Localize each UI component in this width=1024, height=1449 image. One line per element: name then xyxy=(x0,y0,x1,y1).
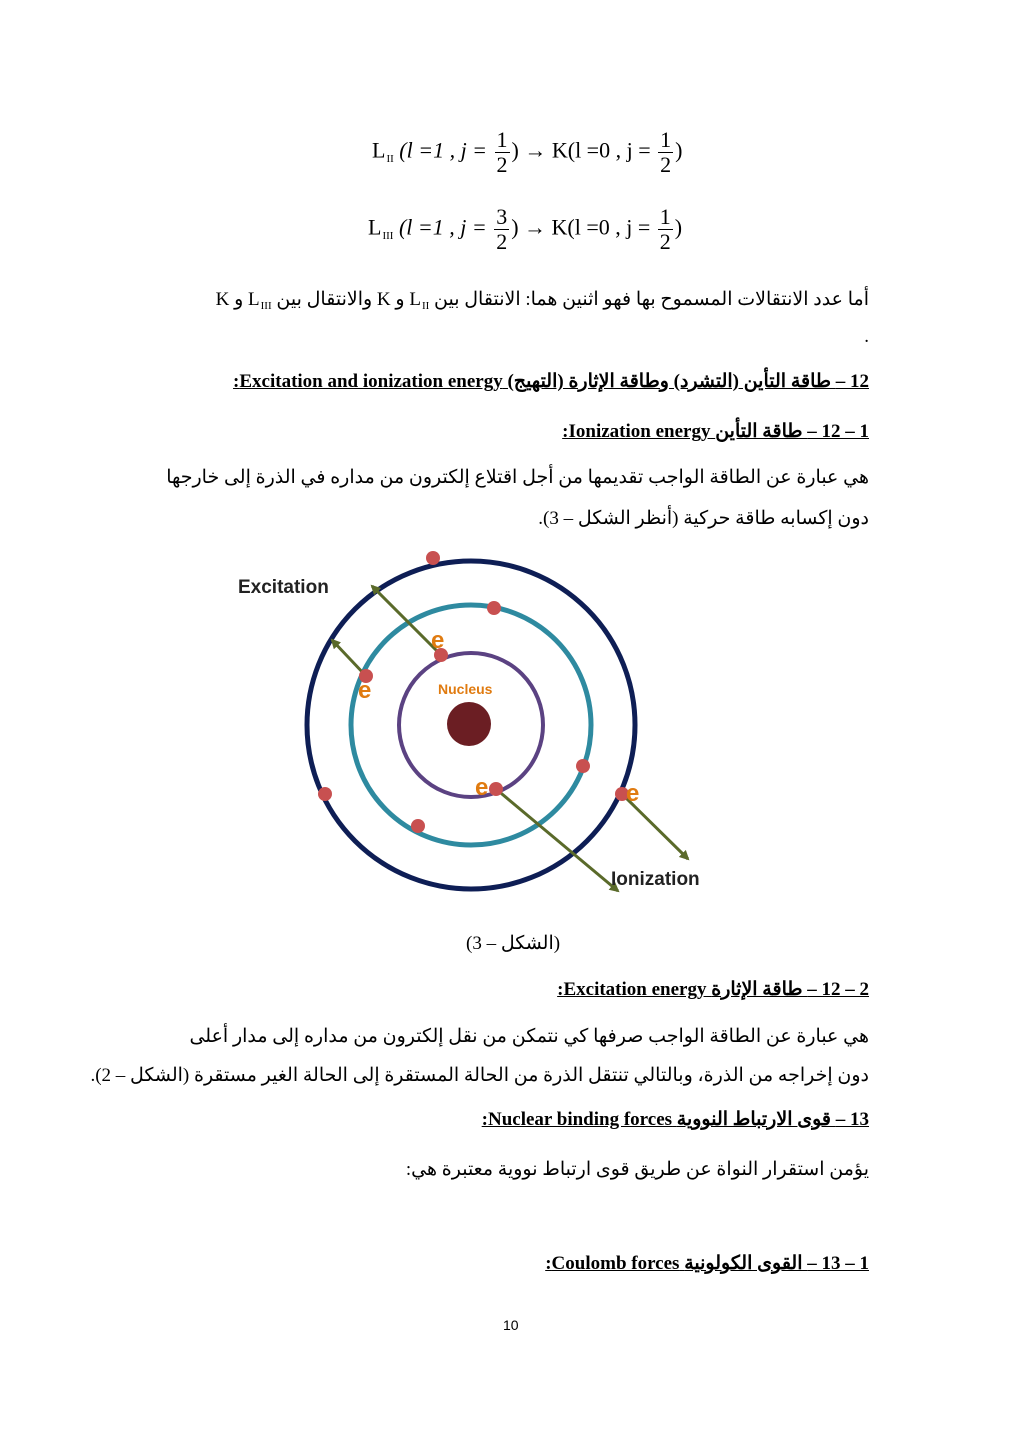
eq1-rhs-fraction: $\frac{1}{2}$ xyxy=(660,127,672,177)
allowed-transitions-end: . xyxy=(864,326,869,347)
figure-caption: (الشكل – 3) xyxy=(466,933,561,954)
section-12-1-heading: 1 – 12 – طاقة التأين Ionization energy: xyxy=(562,421,869,442)
electron xyxy=(426,551,440,565)
excitation-paragraph-line2: دون إخراجه من الذرة، وبالتالي تنتقل الذرة من الحالة المستقرة إلى الحالة الغير مستقرة (الشكل – 2). xyxy=(90,1065,869,1086)
electron-label: e xyxy=(431,627,445,654)
eq1-lhs-symbol: L xyxy=(372,137,386,163)
electron-label: e xyxy=(358,677,372,704)
excitation-label: Excitation xyxy=(238,577,329,598)
eq1-lhs-fraction: $\frac{1}{2}$ xyxy=(496,127,508,177)
section-12-2-heading: 2 – 12 – طاقة الإثارة Excitation energy: xyxy=(557,979,869,1000)
section-13-heading: 13 – قوى الارتباط النووية Nuclear binding forces: xyxy=(481,1109,869,1130)
eq2-arrow-part: → K(l =0 , j = xyxy=(524,214,651,240)
eq2-lhs-args: (l =1 , j = xyxy=(398,214,487,240)
electron xyxy=(318,787,332,801)
electron xyxy=(487,601,501,615)
excitation-paragraph-line1: هي عبارة عن الطاقة الواجب صرفها كي نتمكن من نقل إلكترون من مداره إلى مدار أعلى xyxy=(189,1026,869,1047)
allowed-transitions-line: أما عدد الانتقالات المسموح بها فهو اثنين هما: الانتقال بين $L_{II}$ و K والانتقال بين $L_{III}$ و K xyxy=(215,289,869,312)
ionization-label: Ionization xyxy=(611,869,700,890)
ionization-arrow-1 xyxy=(496,789,618,891)
electron-label: e xyxy=(475,774,489,801)
atom-diagram xyxy=(230,548,730,898)
ionization-paragraph-line1: هي عبارة عن الطاقة الواجب تقديمها من أجل اقتلاع إلكترون من مداره في الذرة إلى خارجها xyxy=(166,467,869,488)
electron xyxy=(411,819,425,833)
eq2-rhs-fraction: $\frac{1}{2}$ xyxy=(659,204,671,254)
eq1-lhs-args: (l =1 , j = xyxy=(399,137,488,163)
section-13-1-heading: 1 – 13 – القوى الكولونية Coulomb forces: xyxy=(545,1253,869,1274)
eq1-lhs-sub: II xyxy=(386,152,394,165)
eq1-arrow-part: → K(l =0 , j = xyxy=(524,137,651,163)
nucleus xyxy=(447,702,491,746)
electron xyxy=(576,759,590,773)
electron-label: e xyxy=(626,780,640,807)
equation-l2-to-k: $L_{II}$ (l =1 , j = $\frac{1}{2}$ ) → K(l =0 , j = $\frac{1}{2}$ ) xyxy=(372,127,683,177)
eq2-lhs-symbol: L xyxy=(368,214,382,240)
page-number: 10 xyxy=(503,1317,519,1333)
binding-forces-paragraph: يؤمن استقرار النواة عن طريق قوى ارتباط نووية معتبرة هي: xyxy=(405,1159,869,1180)
ionization-paragraph-line2: دون إكسابه طاقة حركية (أنظر الشكل – 3). xyxy=(538,508,869,529)
equation-l3-to-k: $L_{III}$ (l =1 , j = $\frac{3}{2}$ ) → K(l =0 , j = $\frac{1}{2}$ ) xyxy=(368,204,683,254)
section-12-heading: 12 – طاقة التأين (التشرد) وطاقة الإثارة (التهيج) Excitation and ionization energy: xyxy=(233,371,869,392)
electron xyxy=(489,782,503,796)
eq2-lhs-fraction: $\frac{3}{2}$ xyxy=(496,204,508,254)
nucleus-label: Nucleus xyxy=(438,681,493,697)
eq2-lhs-sub: III xyxy=(382,229,394,242)
excitation-arrow-2 xyxy=(332,640,366,676)
